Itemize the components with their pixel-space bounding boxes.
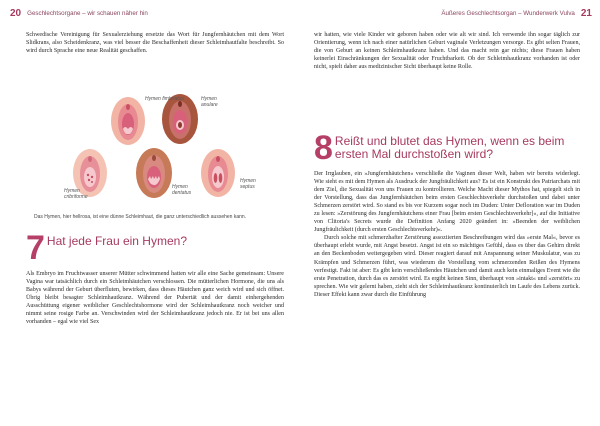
section-7-heading bbox=[26, 229, 286, 267]
section-7-paragraph: Als Embryo im Fruchtwasser unserer Mütter schwimmend hatten wir alle eine Sache gemeinsam: Unsere Vagina war tatsächlich durch ein Schleimhäutchen verschlossen. Die mütterlichen Hormone, die uns als Babys während der Geburt überfluten, bewirken, dass dieses Häutchen ganz weich wird und sich öffnet. Übrig bleibt besagter Schleimhautkranz. Während der Pubertät und der damit einhergehenden Ausschüttung eigener weiblicher Geschlechtshormone wird der Schleimhautkranz noch weicher und nimmt seine rosige Farbe an. Verschwinden wird der Schleimhautkranz jedoch nie. Er ist bei uns allen vorhanden – egal wie viel Sex bbox=[26, 271, 284, 326]
hymen-dentatus-drawing bbox=[136, 148, 172, 198]
intro-paragraph: Schwedische Vereinigung für Sexualerziehung ersetzte das Wort für Jungfernhäutchen mit dem Wort Slidkrans, also Scheidenkranz, was viel besser die Beschaffenheit dieser Schleimhautfalte beschreibt. So wird durch Sprache eine neue Realität geschaffen. bbox=[26, 32, 284, 55]
section-8-paragraph-1: Der Irrglauben, ein »Jungfernhäutchen« verschließe die Vaginen dieser Welt, haben wir bereits widerlegt. Wie sieht es mit dem Hymen als Ausdruck der Jungfräulichkeit aus? Es ist ein Konstrukt des Patriarchats mit dem Ziel, die Sexualität von uns Frauen zu kontrollieren. Welche Macht dieser Mythos hat, spiegelt sich in der Vorstellung, dass das Jungfernhäutchen beim ersten Geschlechtsverkehr durchstoßen und dabei unter Schmerzen zerstört wird. So stand es bis vor Kurzem sogar noch im Duden: Unter Defloration war im Duden zu lesen: »Zerstörung des Jungfernhäutchens einer Frau [beim ersten Geschlechtsverkehr]«, auf die Initiative von Clitoria's Secrets wurde die Definition Anfang 2020 geändert in: »Beenden der weiblichen Jungfräulichkeit (durch ersten Geschlechtsverkehr)«. bbox=[314, 171, 580, 234]
section-7-title: Hat jede Frau ein Hymen? bbox=[46, 234, 187, 248]
section-8-heading bbox=[314, 129, 580, 167]
left-running-header bbox=[10, 8, 148, 19]
left-running-head: Geschlechtsorgane – wir schauen näher hin bbox=[27, 10, 148, 17]
left-page bbox=[8, 0, 298, 426]
right-page bbox=[308, 0, 598, 426]
section-8-body bbox=[314, 170, 580, 299]
label-hymen-cribriforme: Hymen cribriforme bbox=[64, 188, 88, 200]
hymen-septus-drawing bbox=[201, 149, 235, 197]
section-8-paragraph-2: Durch solche mit schmerzhafter Zerstörung assoziierten Beschreibungen wird das »erste Mal«, bevor es überhaupt erlebt wurde, mit Angst besetzt. Angst ist ein so mächtiges Gefühl, dass es über das Gehirn direkt an den Beckenboden weitergegeben wird. Dieser reagiert darauf mit Anspannung seiner Muskulatur, was zu Krämpfen und Schmerzen führt, was wiederum die Vorstellung vom schmerzenden Reißen des Hymens verfestigt. Fakt ist aber: Es gibt kein verschließendes Häutchen und damit auch kein einmaliges Event wie die erste Penetration, durch das es zerstört wird. Es ergibt keinen Sinn, überhaupt von »intakt« und »zerstört« zu sprechen. Wie wir gelernt haben, zieht sich der Schleimhautkranz kontinuierlich im Laufe des Lebens zurück. Dieser Effekt kann zwar durch die Einführung bbox=[314, 235, 580, 298]
right-running-header bbox=[441, 8, 592, 19]
label-hymen-anulare: Hymen anulare bbox=[201, 96, 218, 108]
right-top-paragraph: wir hatten, wie viele Kinder wir geboren haben oder wie alt wir sind. Ich verwende ihn sogar täglich zur Orientierung, wenn ich nach einer natürlichen Geburt vaginale Verletzungen versorge. Es gibt selten Frauen, die von Geburt an keinen Schleimhautkranz haben. Und das macht rein gar nichts; diese Frauen haben keinerlei Einschränkungen der Sexualität oder Fruchtbarkeit. Ob der Schleimhautkranz vorhanden ist oder nicht, spielt daher aus medizinischer Sicht überhaupt keine Rolle. bbox=[314, 32, 580, 71]
right-running-head: Äußeres Geschlechtsorgan – Wunderwerk Vulva bbox=[441, 10, 575, 17]
section-7-number: 7 bbox=[26, 229, 44, 267]
label-hymen-dentatus: Hymen dentatus bbox=[172, 184, 192, 196]
left-intro-text bbox=[26, 31, 284, 55]
label-hymen-septus: Hymen septus bbox=[240, 178, 256, 190]
section-8-number: 8 bbox=[314, 129, 332, 167]
label-hymen-fimbriatus: Hymen fimbriatus bbox=[145, 96, 184, 102]
section-8-title: Reißt und blutet das Hymen, wenn es beim ersten Mal durchstoßen wird? bbox=[334, 134, 565, 161]
right-top-text bbox=[314, 31, 580, 71]
figure-caption: Das Hymen, hier hellrosa, ist eine dünne Schleimhaut, die ganz unterschiedlich aussehen kann. bbox=[34, 214, 247, 220]
section-7-body bbox=[26, 270, 284, 326]
left-page-number: 20 bbox=[10, 8, 22, 19]
right-page-number: 21 bbox=[580, 8, 592, 19]
hymen-fimbriatus-drawing bbox=[111, 97, 145, 145]
